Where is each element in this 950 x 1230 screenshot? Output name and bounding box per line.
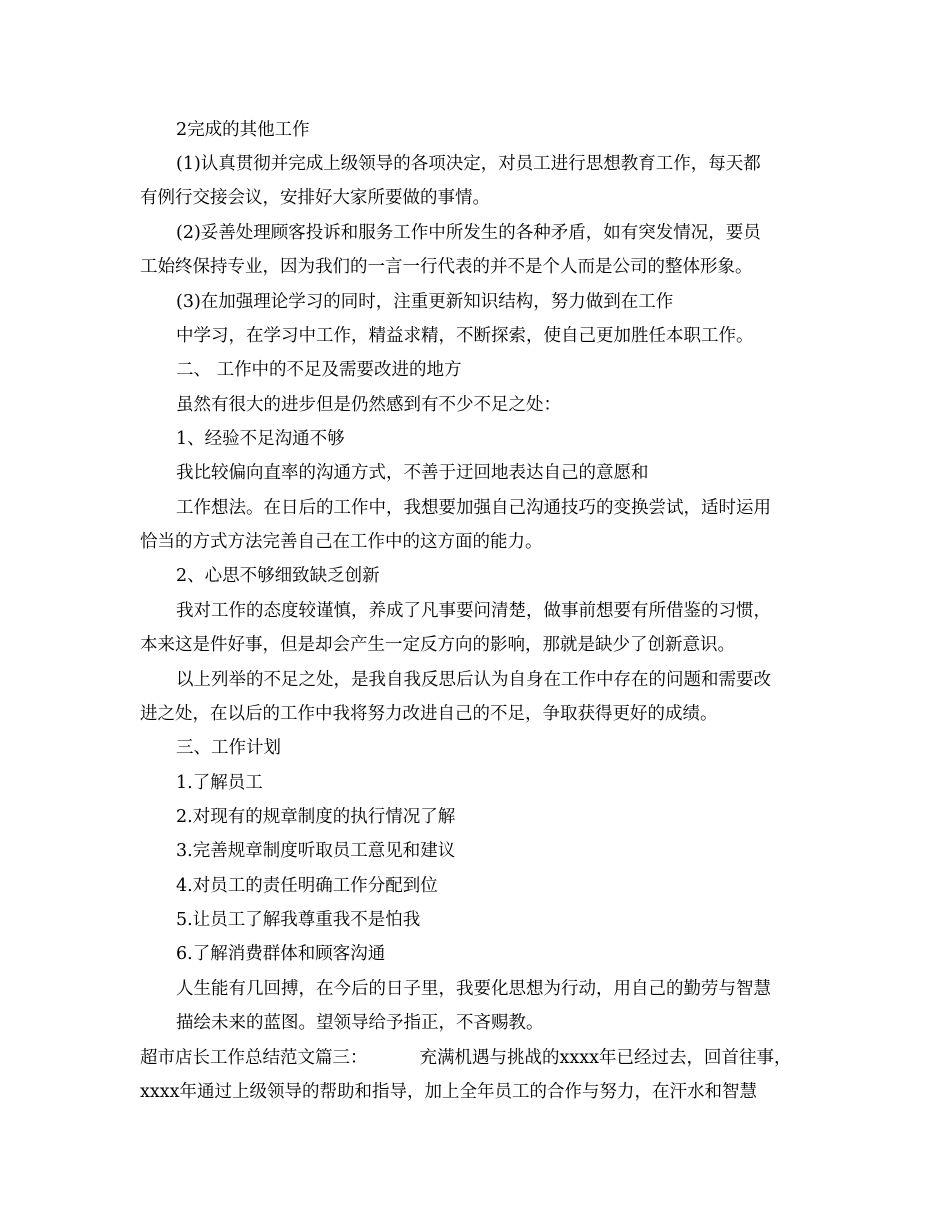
paragraph-line: 虽然有很大的进步但是仍然感到有不少不足之处：: [176, 395, 561, 415]
paragraph-line: 我对工作的态度较谨慎，养成了凡事要问清楚，做事前想要有所借鉴的习惯，: [176, 601, 771, 621]
article-title-line: [140, 1046, 791, 1070]
paragraph-line: 描绘未来的蓝图。望领导给予指正，不吝赐教。: [176, 1013, 544, 1033]
paragraph-line: xxxx年通过上级领导的帮助和指导，加上全年员工的合作与努力，在汗水和智慧: [140, 1082, 757, 1102]
list-item: 2.对现有的规章制度的执行情况了解: [176, 807, 456, 827]
paragraph-line: (3)在加强理论学习的同时，注重更新知识结构，努力做到在工作: [176, 292, 674, 312]
paragraph-line: 充满机遇与挑战的xxxx年已经过去，回首往事，: [419, 1048, 792, 1068]
subheading: 2、心思不够细致缺乏创新: [176, 566, 380, 586]
paragraph-line: (2)妥善处理顾客投诉和服务工作中所发生的各种矛盾，如有突发情况，要员: [176, 223, 761, 243]
paragraph-line: 以上列举的不足之处，是我自我反思后认为自身在工作中存在的问题和需要改: [176, 670, 771, 690]
section-heading: 二、 工作中的不足及需要改进的地方: [176, 360, 462, 380]
section-heading: 2完成的其他工作: [176, 120, 310, 140]
paragraph-line: 进之处，在以后的工作中我将努力改进自己的不足，争取获得更好的成绩。: [140, 704, 718, 724]
list-item: 4.对员工的责任明确工作分配到位: [176, 876, 438, 896]
paragraph-line: 人生能有几回搏，在今后的日子里，我要化思想为行动，用自己的勤劳与智慧: [176, 979, 771, 999]
paragraph-line: 工始终保持专业，因为我们的一言一行代表的并不是个人而是公司的整体形象。: [140, 257, 753, 277]
paragraph-line: 中学习，在学习中工作，精益求精，不断探索，使自己更加胜任本职工作。: [176, 326, 754, 346]
subheading: 1、经验不足沟通不够: [176, 429, 345, 449]
section-heading: 三、工作计划: [176, 738, 281, 758]
list-item: 1.了解员工: [176, 773, 263, 793]
paragraph-line: 恰当的方式方法完善自己在工作中的这方面的能力。: [140, 532, 543, 552]
paragraph-line: 工作想法。在日后的工作中，我想要加强自己沟通技巧的变换尝试，适时运用: [176, 498, 771, 518]
list-item: 3.完善规章制度听取员工意见和建议: [176, 841, 456, 861]
list-item: 5.让员工了解我尊重我不是怕我: [176, 910, 421, 930]
list-item: 6.了解消费群体和顾客沟通: [176, 944, 386, 964]
paragraph-line: 本来这是件好事，但是却会产生一定反方向的影响，那就是缺少了创新意识。: [140, 635, 735, 655]
paragraph-line: 我比较偏向直率的沟通方式，不善于迂回地表达自己的意愿和: [176, 463, 649, 483]
article-title: 超市店长工作总结范文篇三：: [140, 1048, 368, 1068]
paragraph-line: (1)认真贯彻并完成上级领导的各项决定，对员工进行思想教育工作，每天都: [176, 154, 761, 174]
paragraph-line: 有例行交接会议，安排好大家所要做的事情。: [140, 188, 490, 208]
